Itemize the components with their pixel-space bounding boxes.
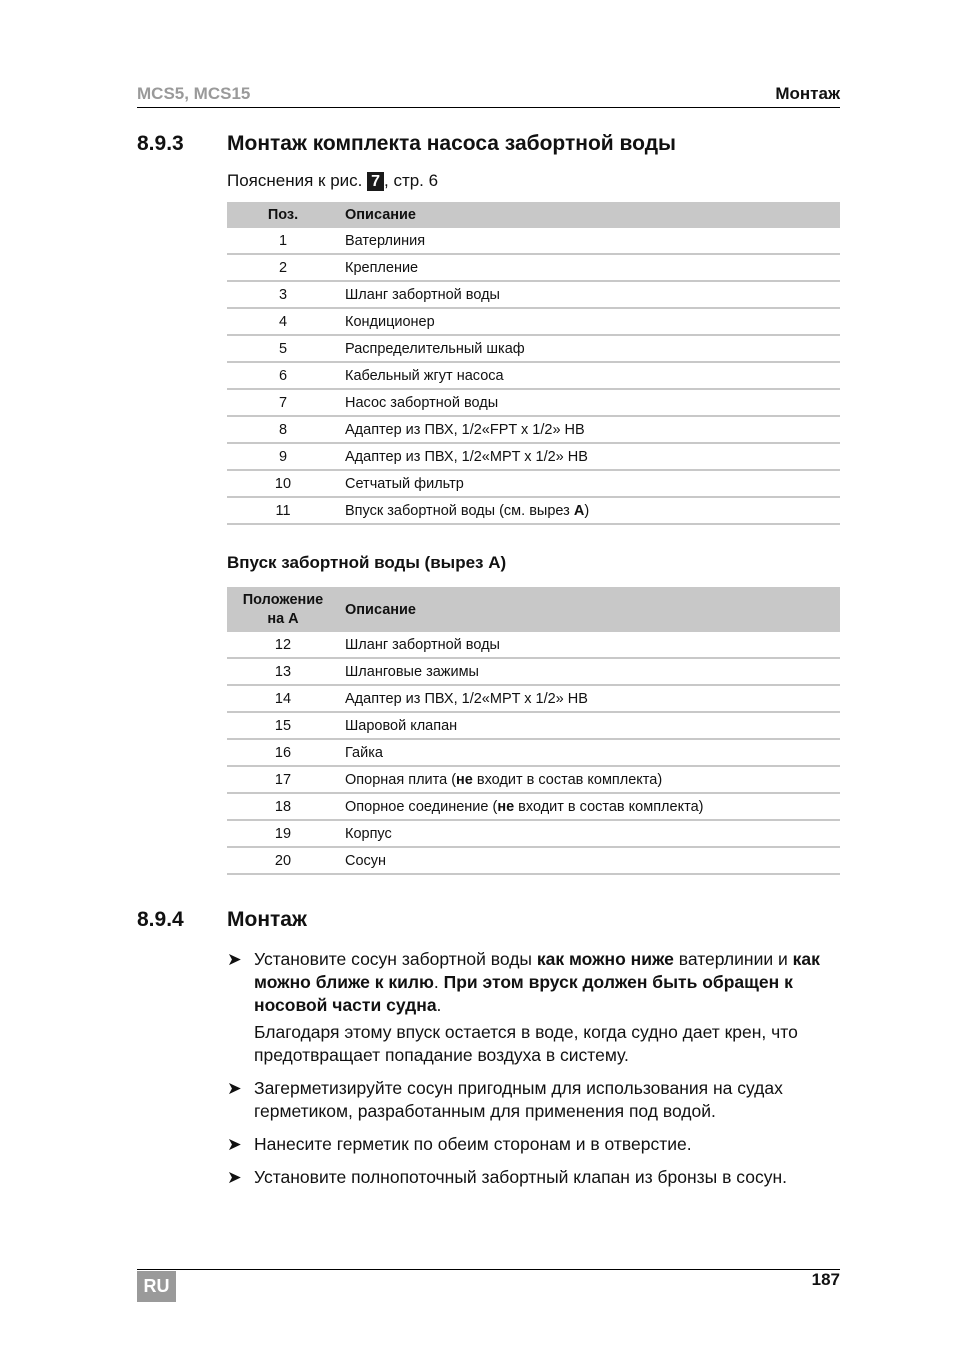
description-cell: Ватерлиния xyxy=(339,228,840,254)
cutout-parts-table xyxy=(227,587,840,875)
document-model-header: MCS5, MCS15 xyxy=(137,84,251,103)
description-emphasis: не xyxy=(497,798,515,815)
chapter-header: Монтаж xyxy=(775,84,840,103)
section-number: 8.9.4 xyxy=(137,908,184,931)
instruction-text: Загерметизируйте сосун пригодным для использования на судах герметиком, разработанным для применения под водой. xyxy=(254,1078,783,1121)
table-header-row xyxy=(227,587,840,632)
description-text: Впуск забортной воды (см. вырез xyxy=(345,502,574,519)
position-cell: 6 xyxy=(227,362,339,389)
description-cell: Адаптер из ПВХ, 1/2«FPT x 1/2» НВ xyxy=(339,416,840,443)
description-cell: Шаровой клапан xyxy=(339,712,840,739)
description-text: Опорная плита ( xyxy=(345,771,457,788)
header-divider xyxy=(137,107,840,108)
section-title: Монтаж комплекта насоса забортной воды xyxy=(227,132,676,155)
description-cell: Корпус xyxy=(339,820,840,847)
footer-divider xyxy=(137,1269,840,1270)
arrow-bullet-icon: ➤ xyxy=(227,1078,242,1098)
instruction-item xyxy=(227,1166,841,1189)
table-row xyxy=(227,712,840,739)
position-cell: 19 xyxy=(227,820,339,847)
position-cell: 12 xyxy=(227,632,339,658)
column-header-position: Поз. xyxy=(227,202,339,228)
column-header-position-line1: Положение xyxy=(242,591,324,608)
table-row xyxy=(227,228,840,254)
cutout-letter: A xyxy=(573,502,585,519)
table-row xyxy=(227,766,840,793)
table-row xyxy=(227,658,840,685)
column-header-description: Описание xyxy=(339,587,840,632)
table-row xyxy=(227,416,840,443)
description-cell: Кабельный жгут насоса xyxy=(339,362,840,389)
position-cell: 20 xyxy=(227,847,339,874)
position-cell: 8 xyxy=(227,416,339,443)
arrow-bullet-icon: ➤ xyxy=(227,1167,242,1187)
description-text: Опорное соединение ( xyxy=(345,798,498,815)
column-header-position-line2: на А xyxy=(267,610,299,627)
position-cell: 14 xyxy=(227,685,339,712)
table-row xyxy=(227,685,840,712)
instruction-text-part: ватерлинии и xyxy=(673,949,793,969)
table-row xyxy=(227,820,840,847)
position-cell: 5 xyxy=(227,335,339,362)
description-cell: Шланг забортной воды xyxy=(339,632,840,658)
description-cell: Кондиционер xyxy=(339,308,840,335)
arrow-bullet-icon: ➤ xyxy=(227,1134,242,1154)
subsection-title: Впуск забортной воды (вырез A) xyxy=(227,553,507,572)
instruction-emphasis: При этом вруск должен быть обращен к носовой части судна xyxy=(254,972,793,1015)
description-text-end: входит в состав комплекта) xyxy=(472,771,663,788)
description-text-end: входит в состав комплекта) xyxy=(514,798,704,815)
table-row xyxy=(227,793,840,820)
section-title: Монтаж xyxy=(227,908,307,931)
description-emphasis: не xyxy=(456,771,473,788)
figure-number-badge: 7 xyxy=(367,172,384,191)
position-cell: 2 xyxy=(227,254,339,281)
table-row xyxy=(227,335,840,362)
instruction-item xyxy=(227,1077,841,1123)
instruction-emphasis: как можно ближе к килю xyxy=(254,949,820,992)
description-cell: Адаптер из ПВХ, 1/2«MPT x 1/2» НВ xyxy=(339,443,840,470)
column-header-position xyxy=(227,587,339,632)
table-row xyxy=(227,470,840,497)
description-cell xyxy=(339,793,840,820)
description-cell: Шланговые зажимы xyxy=(339,658,840,685)
position-cell: 16 xyxy=(227,739,339,766)
instruction-text-part: . xyxy=(433,972,444,992)
table-row xyxy=(227,308,840,335)
table-row xyxy=(227,254,840,281)
description-cell: Крепление xyxy=(339,254,840,281)
position-cell: 17 xyxy=(227,766,339,793)
table-row xyxy=(227,847,840,874)
table-row xyxy=(227,739,840,766)
column-header-description: Описание xyxy=(339,202,840,228)
parts-table xyxy=(227,202,840,525)
intro-text: Пояснения к рис. xyxy=(227,171,368,190)
description-cell: Распределительный шкаф xyxy=(339,335,840,362)
table-header-row xyxy=(227,202,840,228)
instruction-list xyxy=(227,948,841,1199)
position-cell: 4 xyxy=(227,308,339,335)
instruction-item xyxy=(227,948,841,1067)
position-cell: 18 xyxy=(227,793,339,820)
position-cell: 7 xyxy=(227,389,339,416)
table-row xyxy=(227,632,840,658)
instruction-text-part: Установите сосун забортной воды xyxy=(254,949,537,969)
description-cell: Сетчатый фильтр xyxy=(339,470,840,497)
position-cell: 1 xyxy=(227,228,339,254)
description-cell: Сосун xyxy=(339,847,840,874)
instruction-text xyxy=(254,948,841,1017)
instruction-text: Установите полнопоточный забортный клапан из бронзы в сосун. xyxy=(254,1167,787,1187)
section-number: 8.9.3 xyxy=(137,132,184,155)
instruction-text-part: . xyxy=(436,995,442,1015)
description-cell xyxy=(339,766,840,793)
instruction-note: Благодаря этому впуск остается в воде, когда судно дает крен, что предотвращает попадание воздуха в систему. xyxy=(254,1022,798,1065)
description-cell: Адаптер из ПВХ, 1/2«MPT x 1/2» НВ xyxy=(339,685,840,712)
instruction-text: Нанесите герметик по обеим сторонам и в отверстие. xyxy=(254,1134,692,1154)
intro-page-text: , стр. 6 xyxy=(384,171,439,190)
position-cell: 13 xyxy=(227,658,339,685)
position-cell: 11 xyxy=(227,497,339,524)
description-text-end: ) xyxy=(584,502,590,519)
position-cell: 15 xyxy=(227,712,339,739)
page-number: 187 xyxy=(811,1270,840,1289)
description-cell: Насос забортной воды xyxy=(339,389,840,416)
table-row xyxy=(227,389,840,416)
position-cell: 10 xyxy=(227,470,339,497)
arrow-bullet-icon: ➤ xyxy=(227,949,242,969)
figure-reference-text xyxy=(227,171,438,191)
description-cell: Шланг забортной воды xyxy=(339,281,840,308)
language-badge: RU xyxy=(137,1271,176,1302)
table-row xyxy=(227,362,840,389)
instruction-emphasis: как можно ниже xyxy=(536,949,674,969)
table-row xyxy=(227,443,840,470)
position-cell: 3 xyxy=(227,281,339,308)
table-row xyxy=(227,281,840,308)
description-cell: Гайка xyxy=(339,739,840,766)
table-row xyxy=(227,497,840,524)
position-cell: 9 xyxy=(227,443,339,470)
instruction-item xyxy=(227,1133,841,1156)
description-cell xyxy=(339,497,840,524)
